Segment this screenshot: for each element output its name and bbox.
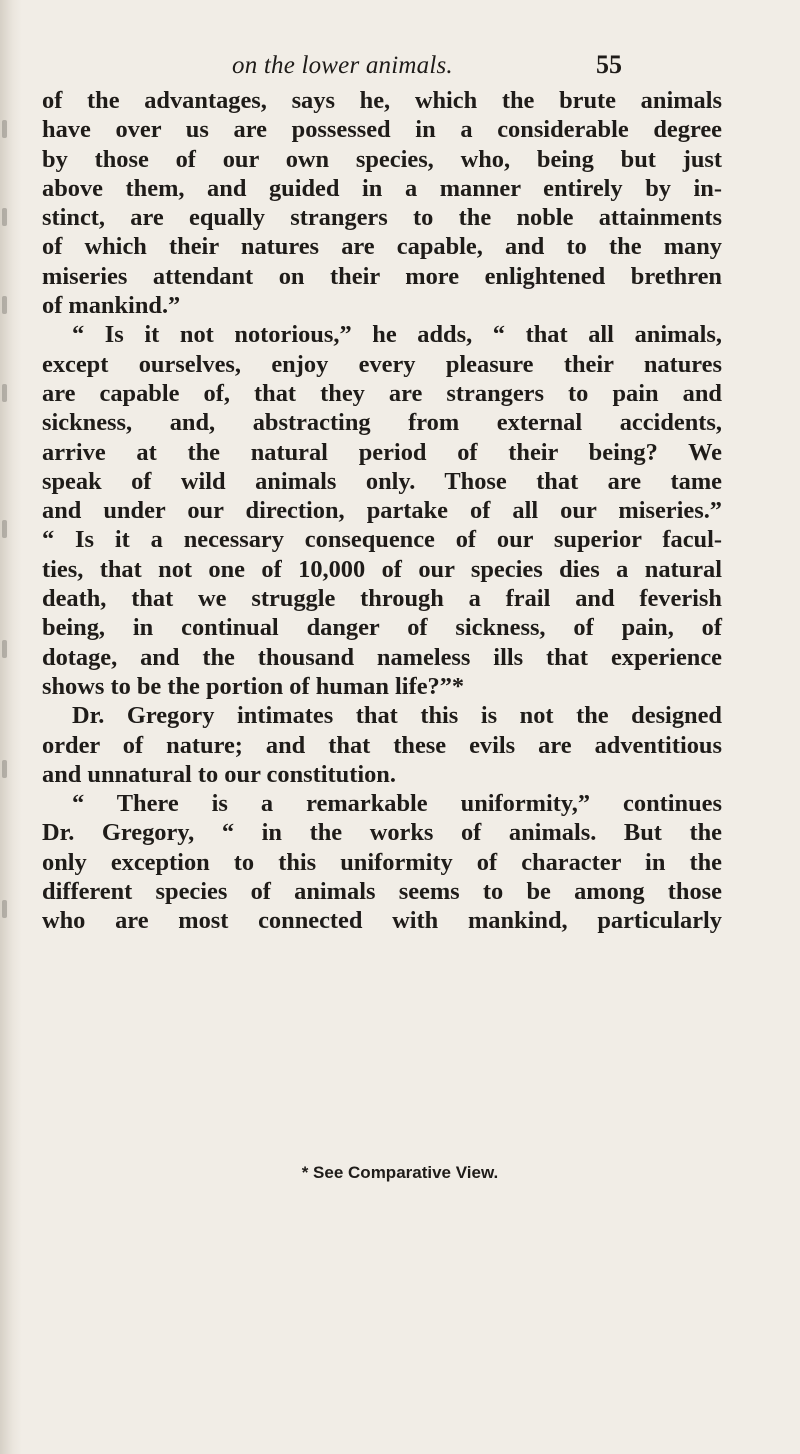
text-line: except ourselves, enjoy every pleasure their natures (42, 350, 722, 378)
text-line: Dr. Gregory intimates that this is not the designed (72, 702, 722, 730)
running-head: on the lower animals. (232, 52, 453, 79)
text-line: of which their natures are capable, and to the many (42, 233, 722, 261)
text-line: have over us are possessed in a considerable degree (42, 116, 722, 144)
text-line: above them, and guided in a manner entirely by in- (42, 174, 722, 202)
footnote: * See Comparative View. (301, 1163, 499, 1182)
text-line: by those of our own species, who, being but just (42, 145, 722, 173)
edge-mark (2, 900, 7, 918)
text-line: “ Is it not notorious,” he adds, “ that all animals, (72, 321, 722, 349)
text-line: arrive at the natural period of their being? We (42, 438, 722, 466)
text-line: who are most connected with mankind, particularly (42, 907, 722, 935)
edge-mark (2, 384, 7, 402)
text-line: stinct, are equally strangers to the noble attainments (42, 204, 722, 232)
text-line: “ There is a remarkable uniformity,” continues (72, 790, 722, 818)
text-line: of mankind.” (42, 292, 181, 320)
text-line: speak of wild animals only. Those that are tame (42, 467, 722, 495)
text-line: of the advantages, says he, which the brute animals (42, 87, 722, 114)
edge-mark (2, 208, 7, 226)
edge-mark (2, 296, 7, 314)
edge-mark (2, 640, 7, 658)
text-line: miseries attendant on their more enlightened brethren (42, 262, 722, 290)
text-line: different species of animals seems to be among those (42, 878, 722, 906)
text-line: being, in continual danger of sickness, of pain, of (42, 614, 722, 642)
text-line: death, that we struggle through a frail and feverish (42, 585, 722, 613)
page-number: 55 (596, 50, 622, 79)
text-line: are capable of, that they are strangers to pain and (42, 379, 722, 407)
body-text (42, 86, 722, 936)
text-line: “ Is it a necessary consequence of our superior facul- (42, 526, 722, 554)
edge-mark (2, 120, 7, 138)
text-line: sickness, and, abstracting from external accidents, (42, 409, 722, 437)
text-line: shows to be the portion of human life?”* (42, 672, 465, 700)
text-line: only exception to this uniformity of character in the (42, 848, 722, 876)
edge-mark (2, 760, 7, 778)
edge-mark (2, 520, 7, 538)
text-line: Dr. Gregory, “ in the works of animals. But the (42, 819, 722, 847)
text-line: ties, that not one of 10,000 of our species dies a natural (42, 555, 722, 583)
text-line: and under our direction, partake of all our miseries.” (42, 497, 722, 525)
text-line: order of nature; and that these evils are adventitious (42, 731, 722, 759)
text-line: and unnatural to our constitution. (42, 760, 396, 788)
page-edge (0, 0, 22, 1454)
page-header (0, 46, 800, 86)
text-line: dotage, and the thousand nameless ills that experience (42, 643, 722, 671)
